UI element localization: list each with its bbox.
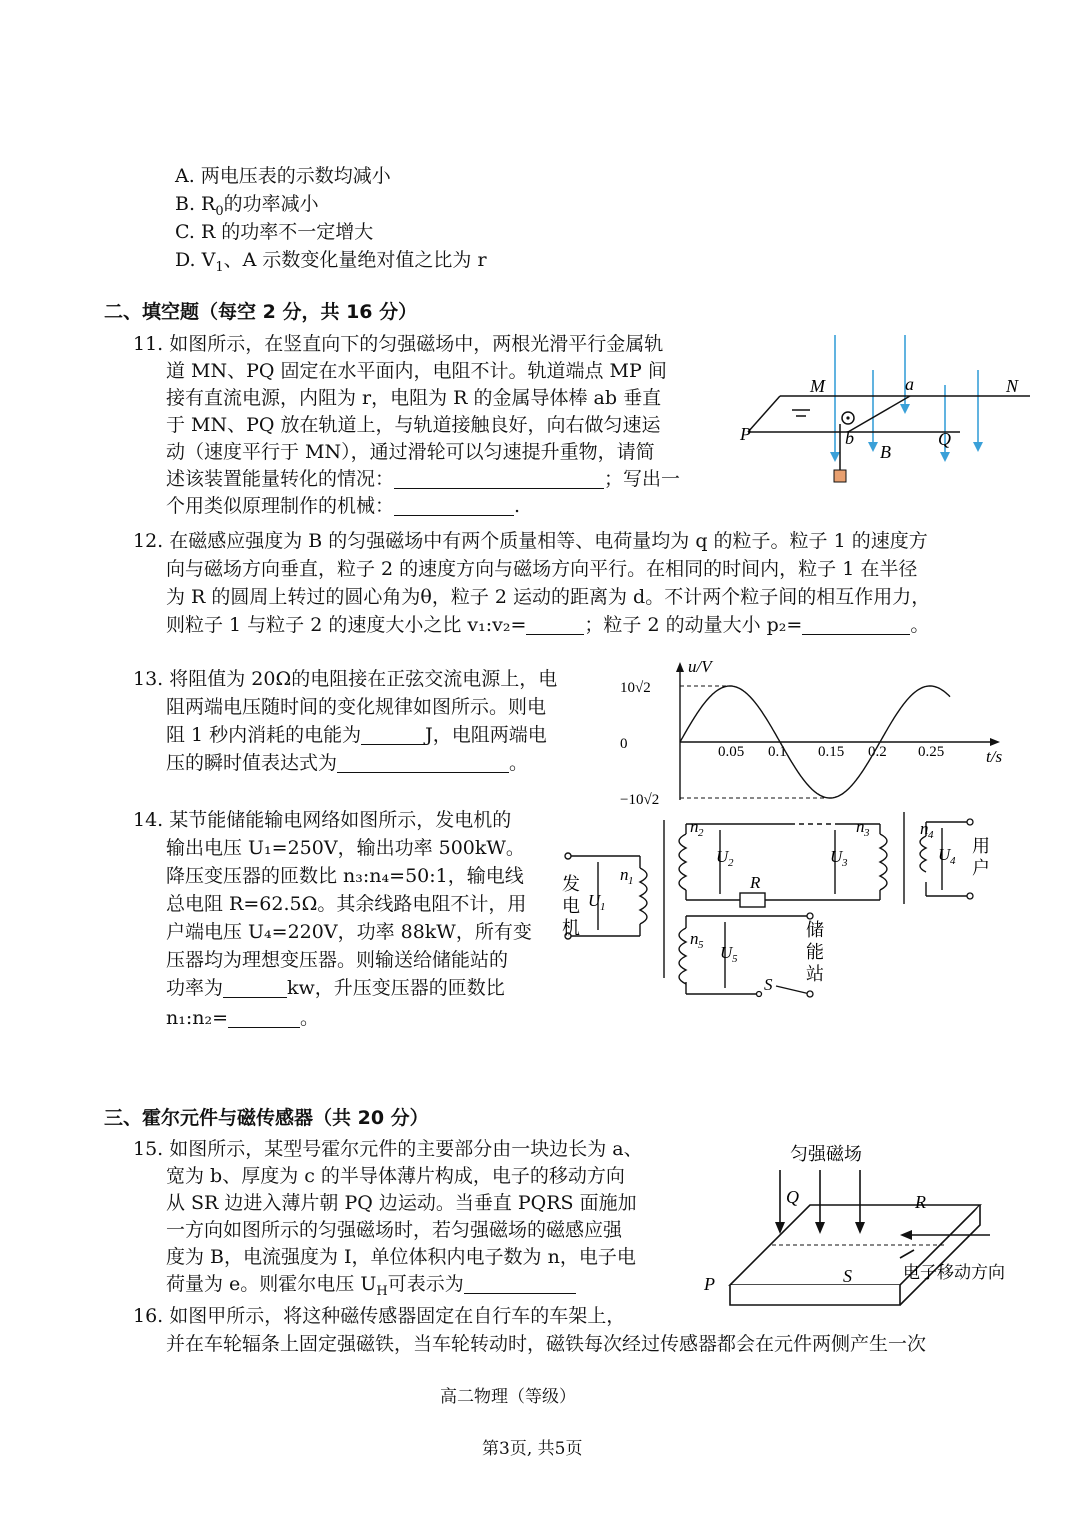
answer-blank[interactable] [526, 614, 584, 635]
svg-text:户: 户 [972, 858, 990, 878]
svg-text:S: S [764, 975, 773, 994]
q11-line-5: 动（速度平行于 MN），通过滑轮可以匀速提升重物，请简 [166, 441, 655, 463]
y-axis-label: u/V [688, 657, 712, 676]
svg-text:3: 3 [842, 857, 848, 869]
label-p: P [704, 1274, 715, 1294]
q16-line-1: 16. 如图甲所示，将这种磁传感器固定在自行车的车架上， [133, 1305, 626, 1327]
label-p: P [740, 424, 751, 444]
answer-blank[interactable] [802, 614, 910, 635]
q11-line-3: 接有直流电源，内阻为 r，电阻为 R 的金属导体棒 ab 垂直 [166, 387, 662, 409]
svg-text:用: 用 [972, 836, 990, 856]
answer-blank[interactable] [361, 724, 425, 745]
q14-line-1: 14. 某节能储能输电网络如图所示，发电机的 [133, 809, 512, 831]
svg-text:1: 1 [600, 901, 606, 913]
footer-subject: 高二物理（等级） [440, 1387, 576, 1407]
q13-line-4: 压的瞬时值表达式为 。 [166, 752, 529, 774]
page-number: 第3页, 共5页 [482, 1439, 583, 1459]
svg-text:4: 4 [950, 855, 956, 867]
q14-line-7: 功率为 kw，升压变压器的匝数比 [166, 977, 505, 999]
svg-text:1: 1 [628, 875, 634, 887]
answer-blank[interactable] [394, 495, 514, 516]
svg-text:n: n [620, 865, 629, 884]
answer-blank[interactable] [228, 1007, 300, 1028]
y-tick-label: 10√2 [620, 680, 651, 696]
q11-line-6: 述该装置能量转化的情况： ；写出一 [166, 468, 681, 490]
x-tick-label: 0.25 [918, 744, 945, 760]
svg-text:n: n [690, 929, 699, 948]
q14-line-4: 总电阻 R=62.5Ω。其余线路电阻不计，用 [166, 893, 527, 915]
svg-text:4: 4 [928, 829, 934, 841]
label-r: R [915, 1192, 926, 1212]
x-tick-label: 0.05 [718, 744, 745, 760]
svg-text:发: 发 [562, 874, 580, 894]
answer-blank[interactable] [464, 1273, 576, 1294]
x-tick-label: 0.1 [768, 744, 787, 760]
q11-line-7: 个用类似原理制作的机械： . [166, 495, 521, 517]
y-tick-label: 0 [620, 736, 628, 752]
field-label: 匀强磁场 [790, 1144, 862, 1164]
q12-line-2: 向与磁场方向垂直，粒子 2 的速度方向与磁场方向平行。在相同的时间内，粒子 1 在半径 [166, 558, 918, 580]
x-axis-label: t/s [986, 747, 1003, 766]
svg-text:3: 3 [864, 827, 870, 839]
svg-text:U: U [938, 845, 951, 864]
x-tick-label: 0.15 [818, 744, 845, 760]
svg-text:U: U [720, 943, 733, 962]
label-field-b: B [880, 442, 891, 462]
svg-text:U: U [716, 847, 729, 866]
x-tick-label: 0.2 [868, 744, 887, 760]
label-s: S [843, 1266, 852, 1286]
label-q: Q [786, 1187, 799, 1207]
svg-text:站: 站 [806, 964, 824, 984]
q15-line-2: 宽为 b、厚度为 c 的半导体薄片构成，电子的移动方向 [166, 1165, 625, 1187]
answer-blank[interactable] [223, 977, 287, 998]
q11-line-1: 11. 如图所示，在竖直向下的匀强磁场中，两根光滑平行金属轨 [133, 333, 664, 355]
q11-line-2: 道 MN、PQ 固定在水平面内，电阻不计。轨道端点 MP 间 [166, 360, 667, 382]
q11-rail-diagram [730, 330, 1050, 490]
label-n: N [1006, 376, 1019, 396]
q15-line-5: 度为 B，电流强度为 I，单位体积内电子数为 n，电子电 [166, 1246, 636, 1268]
q15-line-4: 一方向如图所示的匀强磁场时，若匀强磁场的磁感应强 [166, 1219, 623, 1241]
q13-line-1: 13. 将阻值为 20Ω的电阻接在正弦交流电源上，电 [133, 668, 558, 690]
q15-line-6: 荷量为 e。则霍尔电压 $U_H$可表示为 [166, 1270, 576, 1306]
svg-text:n: n [920, 819, 929, 838]
q13-line-3: 阻 1 秒内消耗的电能为 J，电阻两端电 [166, 724, 547, 746]
q16-line-2: 并在车轮辐条上固定强磁铁，当车轮转动时，磁铁每次经过传感器都会在元件两侧产生一次 [166, 1333, 927, 1355]
svg-text:U: U [830, 847, 843, 866]
svg-text:n: n [856, 817, 865, 836]
svg-text:5: 5 [732, 953, 738, 965]
q14-line-8: n₁:n₂= 。 [166, 1007, 320, 1029]
q12-line-3: 为 R 的圆周上转过的圆心角为θ，粒子 2 运动的距离为 d。不计两个粒子间的相互作用力， [166, 586, 931, 608]
svg-text:R: R [750, 873, 761, 892]
answer-blank[interactable] [337, 752, 509, 773]
q15-line-1: 15. 如图所示，某型号霍尔元件的主要部分由一块边长为 a、 [133, 1138, 643, 1160]
label-a: a [905, 374, 914, 394]
q14-line-3: 降压变压器的匝数比 n₃:n₄=50:1，输电线 [166, 865, 524, 887]
option-c: C. R 的功率不一定增大 [175, 221, 374, 243]
transmission-circuit-diagram [560, 800, 1000, 1005]
q13-line-2: 阻两端电压随时间的变化规律如图所示。则电 [166, 696, 547, 718]
section-3-title: 三、霍尔元件与磁传感器（共 20 分） [104, 1107, 429, 1129]
svg-text:2: 2 [698, 827, 704, 839]
option-a: A. 两电压表的示数均减小 [175, 165, 391, 187]
label-m: M [810, 376, 825, 396]
option-d: D. $V_1$、A 示数变化量绝对值之比为 r [175, 249, 487, 275]
svg-text:5: 5 [698, 939, 704, 951]
q15-line-3: 从 SR 边进入薄片朝 PQ 边运动。当垂直 PQRS 面施加 [166, 1192, 637, 1214]
label-b: b [845, 428, 854, 448]
q14-line-6: 压器均为理想变压器。则输送给储能站的 [166, 949, 509, 971]
q12-line-4: 则粒子 1 与粒子 2 的速度大小之比 v₁:v₂= ；粒子 2 的动量大小 p₂= 。 [166, 614, 930, 636]
svg-text:能: 能 [806, 942, 824, 962]
svg-text:储: 储 [806, 920, 824, 940]
electron-direction-label: 电子移动方向 [903, 1263, 1005, 1282]
section-2-title: 二、填空题（每空 2 分，共 16 分） [104, 301, 418, 323]
y-tick-label: −10√2 [620, 792, 660, 808]
label-q: Q [938, 429, 951, 449]
q14-line-5: 户端电压 U₄=220V，功率 88kW，所有变 [166, 921, 532, 943]
option-b: B. $R_0$的功率减小 [175, 193, 319, 219]
svg-text:n: n [690, 817, 699, 836]
sine-voltage-chart [620, 650, 1040, 810]
q11-line-4: 于 MN、PQ 放在轨道上，与轨道接触良好，向右做匀速运 [166, 414, 661, 436]
hall-element-diagram [700, 1140, 1030, 1320]
q12-line-1: 12. 在磁感应强度为 B 的匀强磁场中有两个质量相等、电荷量均为 q 的粒子。粒子 1 的速度方 [133, 530, 928, 552]
svg-text:机: 机 [562, 918, 580, 938]
answer-blank[interactable] [394, 468, 604, 489]
svg-text:2: 2 [728, 857, 734, 869]
q14-line-2: 输出电压 U₁=250V，输出功率 500kW。 [166, 837, 525, 859]
svg-text:电: 电 [562, 896, 580, 916]
svg-text:U: U [588, 891, 601, 910]
